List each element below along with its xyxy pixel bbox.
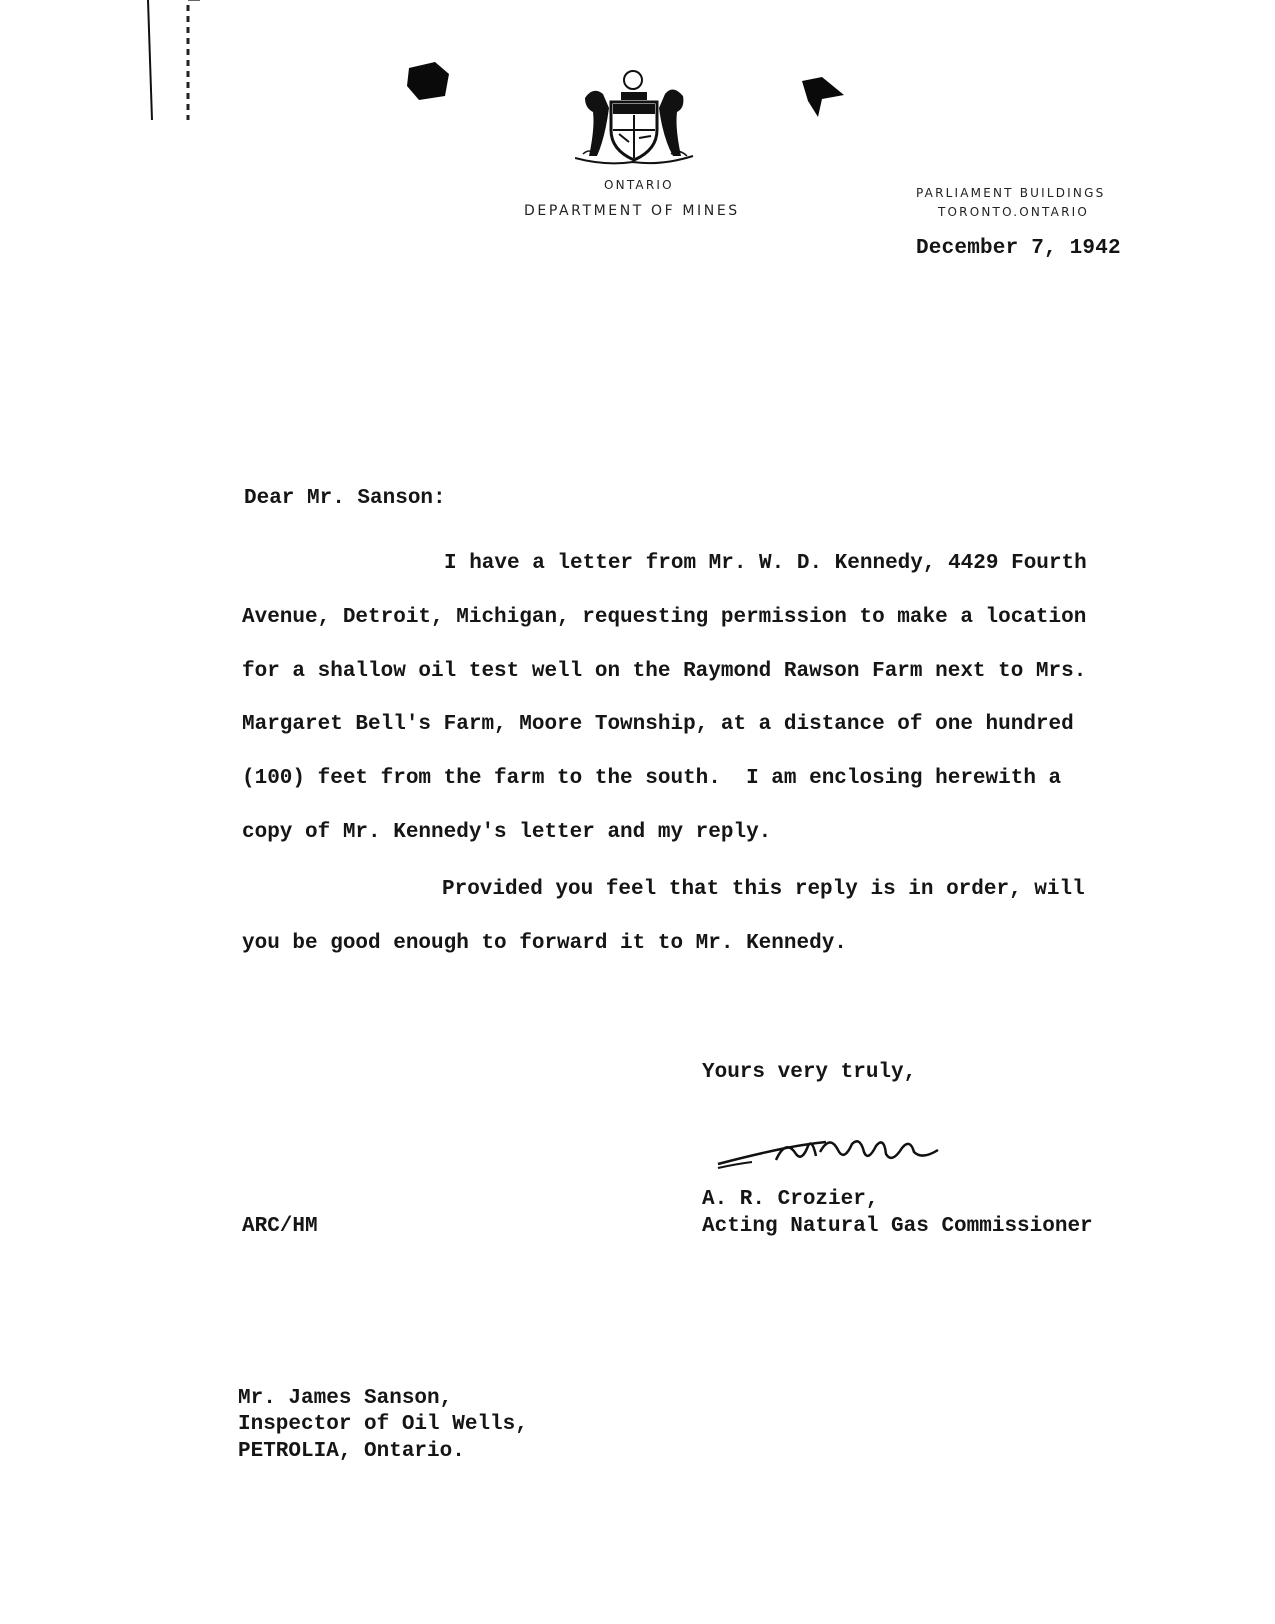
- recipient-line: PETROLIA, Ontario.: [238, 1440, 465, 1463]
- salutation: Dear Mr. Sanson:: [244, 487, 446, 510]
- signer-title: Acting Natural Gas Commissioner: [702, 1215, 1093, 1238]
- letterhead-department: DEPARTMENT OF MINES: [524, 203, 740, 219]
- body-line: for a shallow oil test well on the Raymond Rawson Farm next to Mrs.: [242, 660, 1087, 683]
- body-line: Avenue, Detroit, Michigan, requesting permission to make a location: [242, 606, 1087, 629]
- ontario-coat-of-arms: [575, 68, 695, 183]
- body-line: (100) feet from the farm to the south. I am enclosing herewith a: [242, 767, 1062, 790]
- reference-initials: ARC/HM: [242, 1215, 318, 1238]
- letterhead-province: ONTARIO: [604, 178, 674, 192]
- letterhead-address-line1: PARLIAMENT BUILDINGS: [916, 186, 1106, 200]
- body-line: copy of Mr. Kennedy's letter and my reply.: [242, 821, 772, 844]
- body-line: I have a letter from Mr. W. D. Kennedy, 4429 Fourth: [444, 552, 1087, 575]
- scan-edge-marks: [140, 0, 200, 140]
- body-line: Provided you feel that this reply is in order, will: [442, 878, 1085, 901]
- punch-hole-right: [800, 75, 846, 124]
- closing: Yours very truly,: [702, 1061, 917, 1084]
- signer-name: A. R. Crozier,: [702, 1188, 879, 1211]
- punch-hole-left: [405, 60, 451, 107]
- letter-date: December 7, 1942: [916, 237, 1121, 260]
- signature: [716, 1128, 956, 1189]
- body-line: Margaret Bell's Farm, Moore Township, at a distance of one hundred: [242, 713, 1074, 736]
- recipient-line: Inspector of Oil Wells,: [238, 1413, 528, 1436]
- letterhead-address-line2: TORONTO.ONTARIO: [938, 205, 1089, 219]
- recipient-line: Mr. James Sanson,: [238, 1387, 453, 1410]
- body-line: you be good enough to forward it to Mr. Kennedy.: [242, 932, 847, 955]
